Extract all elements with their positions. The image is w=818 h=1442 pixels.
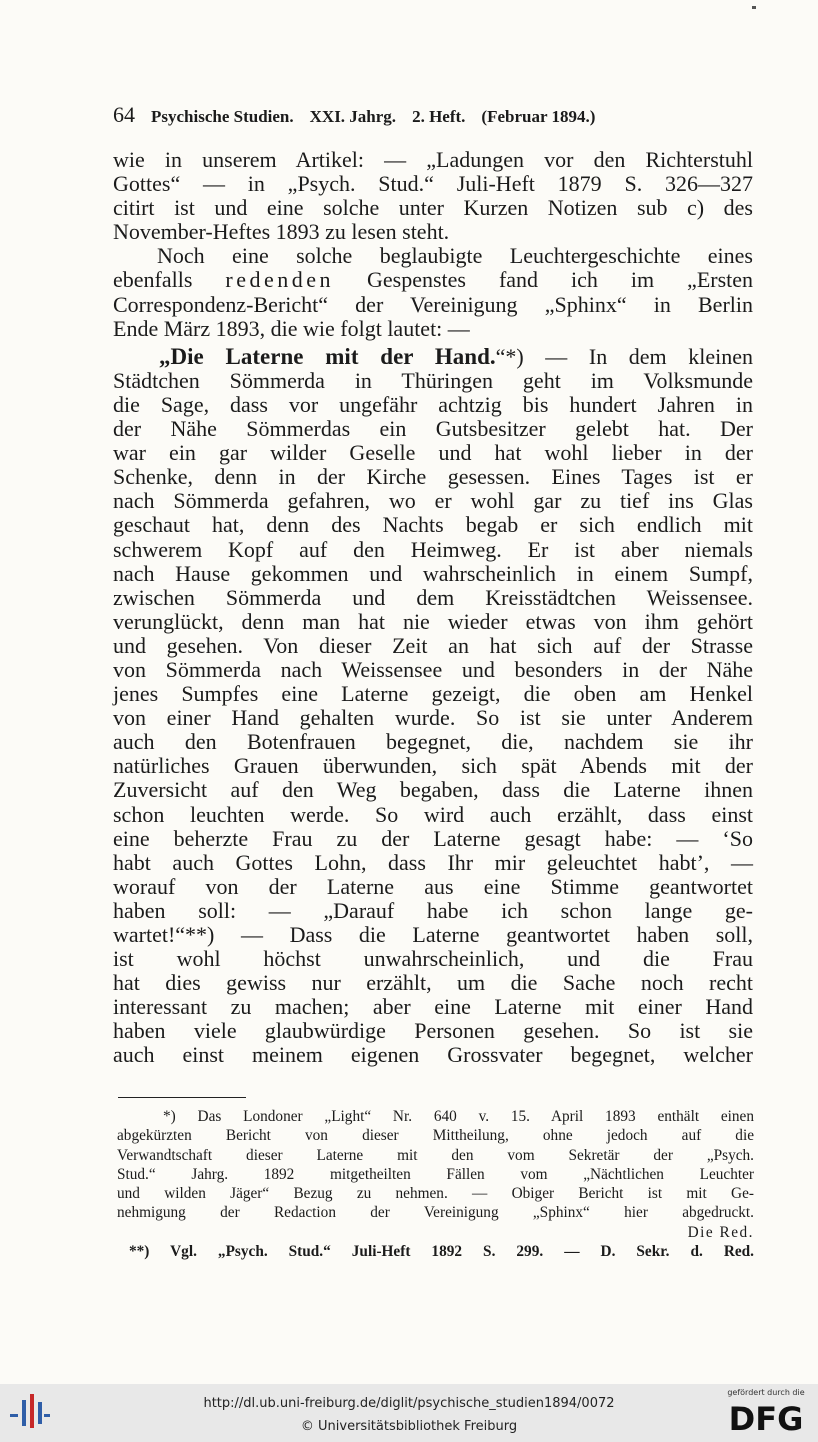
text-line: habt auch Gottes Lohn, dass Ihr mir geleuchtet habt’, — (113, 849, 753, 875)
text-line: schon leuchten werde. So wird auch erzählt, dass einst (113, 801, 753, 827)
story-title: „Die Laterne mit der Hand. (159, 343, 496, 369)
text-line: citirt ist und eine solche unter Kurzen Notizen sub c) des (113, 195, 753, 221)
footnote-line: Verwandtschaft dieser Laterne mit den vom Sekretär der „Psych. (117, 1146, 754, 1164)
story-title-line (113, 345, 753, 369)
text-line: wartet!“**) — Dass die Laterne geantwortet haben soll, (113, 922, 753, 947)
spaced-emphasis: redenden (225, 267, 335, 293)
text-line: und gesehen. Von dieser Zeit an hat sich auf der Strasse (113, 632, 753, 658)
footnote-line: Stud.“ Jahrg. 1892 mitgetheilten Fällen vom „Nächtlichen Leuchter (117, 1165, 754, 1183)
text-line: Ende März 1893, die wie folgt lautet: — (113, 315, 470, 341)
text-line: verunglückt, denn man hat nie wieder etwas von ihm gehört (113, 608, 753, 634)
text-line: Correspondenz-Bericht“ der Vereinigung „Sphinx“ in Berlin (113, 291, 753, 317)
dfg-badge (720, 1388, 812, 1438)
volume-label: XXI. Jahrg. (309, 107, 397, 126)
scan-speck (752, 6, 756, 9)
text-line: zwischen Sömmerda und dem Kreisstädtchen Weissensee. (113, 584, 753, 610)
text-line: haben soll: — „Darauf habe ich schon lange ge- (113, 897, 753, 923)
text-line: haben viele glaubwürdige Personen gesehen. So ist sie (113, 1018, 753, 1044)
issue-label: 2. Heft. (412, 107, 466, 126)
text-line: eine beherzte Frau zu der Laterne gesagt habe: — ‘So (113, 825, 753, 851)
text-line: nach Hause gekommen und wahrscheinlich in einem Sumpf, (113, 560, 753, 586)
footnote-line: *) Das Londoner „Light“ Nr. 640 v. 15. April 1893 enthält einen (163, 1108, 754, 1125)
text-line: ist wohl höchst unwahrscheinlich, und die Frau (113, 946, 753, 972)
main-text (113, 148, 753, 1068)
text-line: jenes Sumpfes eine Laterne gezeigt, die oben am Henkel (113, 681, 753, 707)
text-line: wie in unserem Artikel: — „Ladungen vor den Richterstuhl (113, 147, 753, 172)
text-line: November-Heftes 1893 zu lesen steht. (113, 219, 450, 245)
dfg-logo-icon (722, 1400, 810, 1434)
dfg-caption: gefördert durch die (727, 1388, 805, 1397)
copyright-notice: © Universitätsbibliothek Freiburg (300, 1419, 518, 1434)
footnotes (117, 1107, 754, 1261)
text-line: Schenke, denn in der Kirche gesessen. Eines Tages ist er (113, 464, 753, 490)
footnote-line: nehmigung der Redaction der Vereinigung „Sphinx“ hier abgedruckt. (117, 1204, 754, 1222)
footnote-line: abgekürzten Bericht von dieser Mittheilung, ohne jedoch auf die (117, 1127, 754, 1145)
text-line: von einer Hand gehalten wurde. So ist sie unter Anderem (113, 705, 753, 731)
footnote-signature: Die Red. (687, 1223, 754, 1241)
footnote-line: und wilden Jäger“ Bezug zu nehmen. — Obiger Bericht ist mit Ge- (117, 1185, 754, 1203)
text-line: der Nähe Sömmerdas ein Gutsbesitzer gelebt hat. Der (113, 416, 753, 442)
text-line: interessant zu machen; aber eine Laterne mit einer Hand (113, 994, 753, 1020)
issue-date: (Februar 1894.) (481, 107, 596, 126)
running-header (113, 102, 753, 130)
viewer-footer (0, 1384, 818, 1442)
text-line: auch einst meinem eigenen Grossvater begegnet, welcher (113, 1042, 753, 1068)
text-line: schwerem Kopf auf den Heimweg. Er ist aber niemals (113, 536, 753, 562)
text-line: Gottes“ — in „Psych. Stud.“ Juli-Heft 1879 S. 326—327 (113, 171, 753, 197)
text-line: Noch eine solche beglaubigte Leuchtergeschichte eines (157, 243, 753, 269)
footnote-rule (118, 1097, 246, 1098)
text-line: geschaut hat, denn des Nachts begab er sich endlich mit (113, 512, 753, 538)
text-line: von Sömmerda nach Weissensee und besonders in der Nähe (113, 656, 753, 682)
text-line: hat dies gewiss nur erzählt, um die Sache noch recht (113, 970, 753, 996)
text-line: Zuversicht auf den Weg begaben, dass die Laterne ihnen (113, 777, 753, 803)
text-line (113, 268, 753, 292)
text-line: nach Sömmerda gefahren, wo er wohl gar zu tief ins Glas (113, 488, 753, 514)
text-line: war ein gar wilder Geselle und hat wohl lieber in der (113, 440, 753, 466)
text-line: natürliches Grauen überwunden, sich spät Abends mit der (113, 753, 753, 779)
text-fragment: “*) — In dem kleinen (495, 343, 753, 369)
text-line: worauf von der Laterne aus eine Stimme geantwortet (113, 873, 753, 899)
text-line: auch den Botenfrauen begegnet, die, nachdem sie ihr (113, 729, 753, 755)
journal-title: Psychische Studien. (151, 107, 294, 126)
text-fragment: Gespenstes fand ich im „Ersten (367, 267, 754, 293)
text-fragment: ebenfalls (113, 267, 193, 293)
page-number: 64 (113, 102, 135, 127)
dfg-logo-text: DFG (728, 1400, 804, 1434)
text-line: Städtchen Sömmerda in Thüringen geht im Volksmunde (113, 367, 753, 393)
permalink-url[interactable]: http://dl.ub.uni-freiburg.de/diglit/psychische_studien1894/0072 (203, 1396, 615, 1411)
text-line: die Sage, dass vor ungefähr achtzig bis hundert Jahren in (113, 391, 753, 417)
footnote-line: **) Vgl. „Psych. Stud.“ Juli-Heft 1892 S. 299. — D. Sekr. d. Red. (129, 1243, 754, 1261)
